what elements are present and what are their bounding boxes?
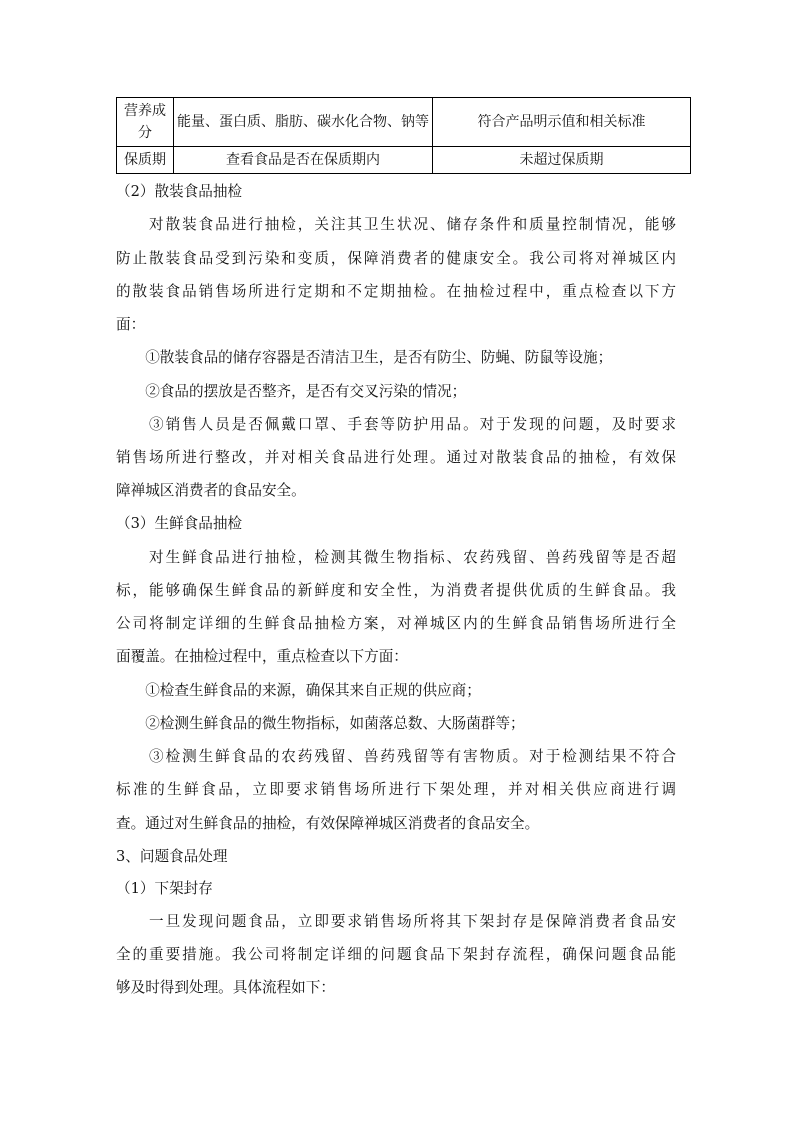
- paragraph-line: 防止散装食品受到污染和变质，保障消费者的健康安全。我公司将对禅城区内: [116, 250, 676, 267]
- list-item: ①检查生鲜食品的来源，确保其来自正规的供应商；: [116, 682, 481, 699]
- table-cell-standard: 符合产品明示值和相关标准: [433, 98, 691, 147]
- paragraph-line: 全的重要措施。我公司将制定详细的问题食品下架封存流程，确保问题食品能: [116, 946, 676, 963]
- paragraph-line: 够及时得到处理。具体流程如下：: [116, 979, 335, 996]
- list-item: ③检测生鲜食品的农药残留、兽药残留等有害物质。对于检测结果不符合: [116, 748, 676, 765]
- list-item: ③销售人员是否佩戴口罩、手套等防护用品。对于发现的问题，及时要求: [116, 416, 676, 433]
- paragraph-line: 公司将制定详细的生鲜食品抽检方案，对禅城区内的生鲜食品销售场所进行全: [116, 615, 676, 632]
- section-heading-fresh-food: （3）生鲜食品抽检: [116, 515, 243, 532]
- paragraph-line: 标准的生鲜食品，立即要求销售场所进行下架处理，并对相关供应商进行调: [116, 781, 676, 798]
- paragraph-line: 的散装食品销售场所进行定期和不定期抽检。在抽检过程中，重点检查以下方: [116, 283, 676, 300]
- paragraph-line: 对散装食品进行抽检，关注其卫生状况、储存条件和质量控制情况，能够: [116, 216, 676, 233]
- list-item: ②检测生鲜食品的微生物指标，如菌落总数、大肠菌群等；: [116, 715, 525, 732]
- list-item: ②食品的摆放是否整齐，是否有交叉污染的情况；: [116, 383, 467, 400]
- inspection-table: [116, 97, 691, 174]
- paragraph-line: 对生鲜食品进行抽检，检测其微生物指标、农药残留、兽药残留等是否超: [116, 549, 676, 566]
- paragraph-line: 面覆盖。在抽检过程中，重点检查以下方面：: [116, 648, 408, 665]
- table-cell-item: 保质期: [117, 147, 174, 174]
- table-cell-method: 查看食品是否在保质期内: [174, 147, 433, 174]
- paragraph-line: 标，能够确保生鲜食品的新鲜度和安全性，为消费者提供优质的生鲜食品。我: [116, 582, 676, 599]
- paragraph-line: 一旦发现问题食品，立即要求销售场所将其下架封存是保障消费者食品安: [116, 913, 676, 930]
- paragraph-line: 面：: [116, 316, 146, 333]
- table-row: [117, 147, 691, 174]
- section-heading-bulk-food: （2）散装食品抽检: [116, 183, 243, 200]
- paragraph-line: 障禅城区消费者的食品安全。: [116, 482, 306, 499]
- table-cell-method: 能量、蛋白质、脂肪、碳水化合物、钠等: [174, 98, 433, 147]
- table-cell-standard: 未超过保质期: [433, 147, 691, 174]
- list-item: ①散装食品的储存容器是否清洁卫生，是否有防尘、防蝇、防鼠等设施；: [116, 349, 613, 366]
- section-heading-problem-food: 3、问题食品处理: [116, 848, 228, 865]
- paragraph-line: 查。通过对生鲜食品的抽检，有效保障禅城区消费者的食品安全。: [116, 815, 540, 832]
- paragraph-line: 销售场所进行整改，并对相关食品进行处理。通过对散装食品的抽检，有效保: [116, 449, 676, 466]
- subsection-heading-remove-seal: （1）下架封存: [116, 880, 213, 897]
- table-cell-item: 营养成分: [117, 98, 174, 147]
- table-row: [117, 98, 691, 147]
